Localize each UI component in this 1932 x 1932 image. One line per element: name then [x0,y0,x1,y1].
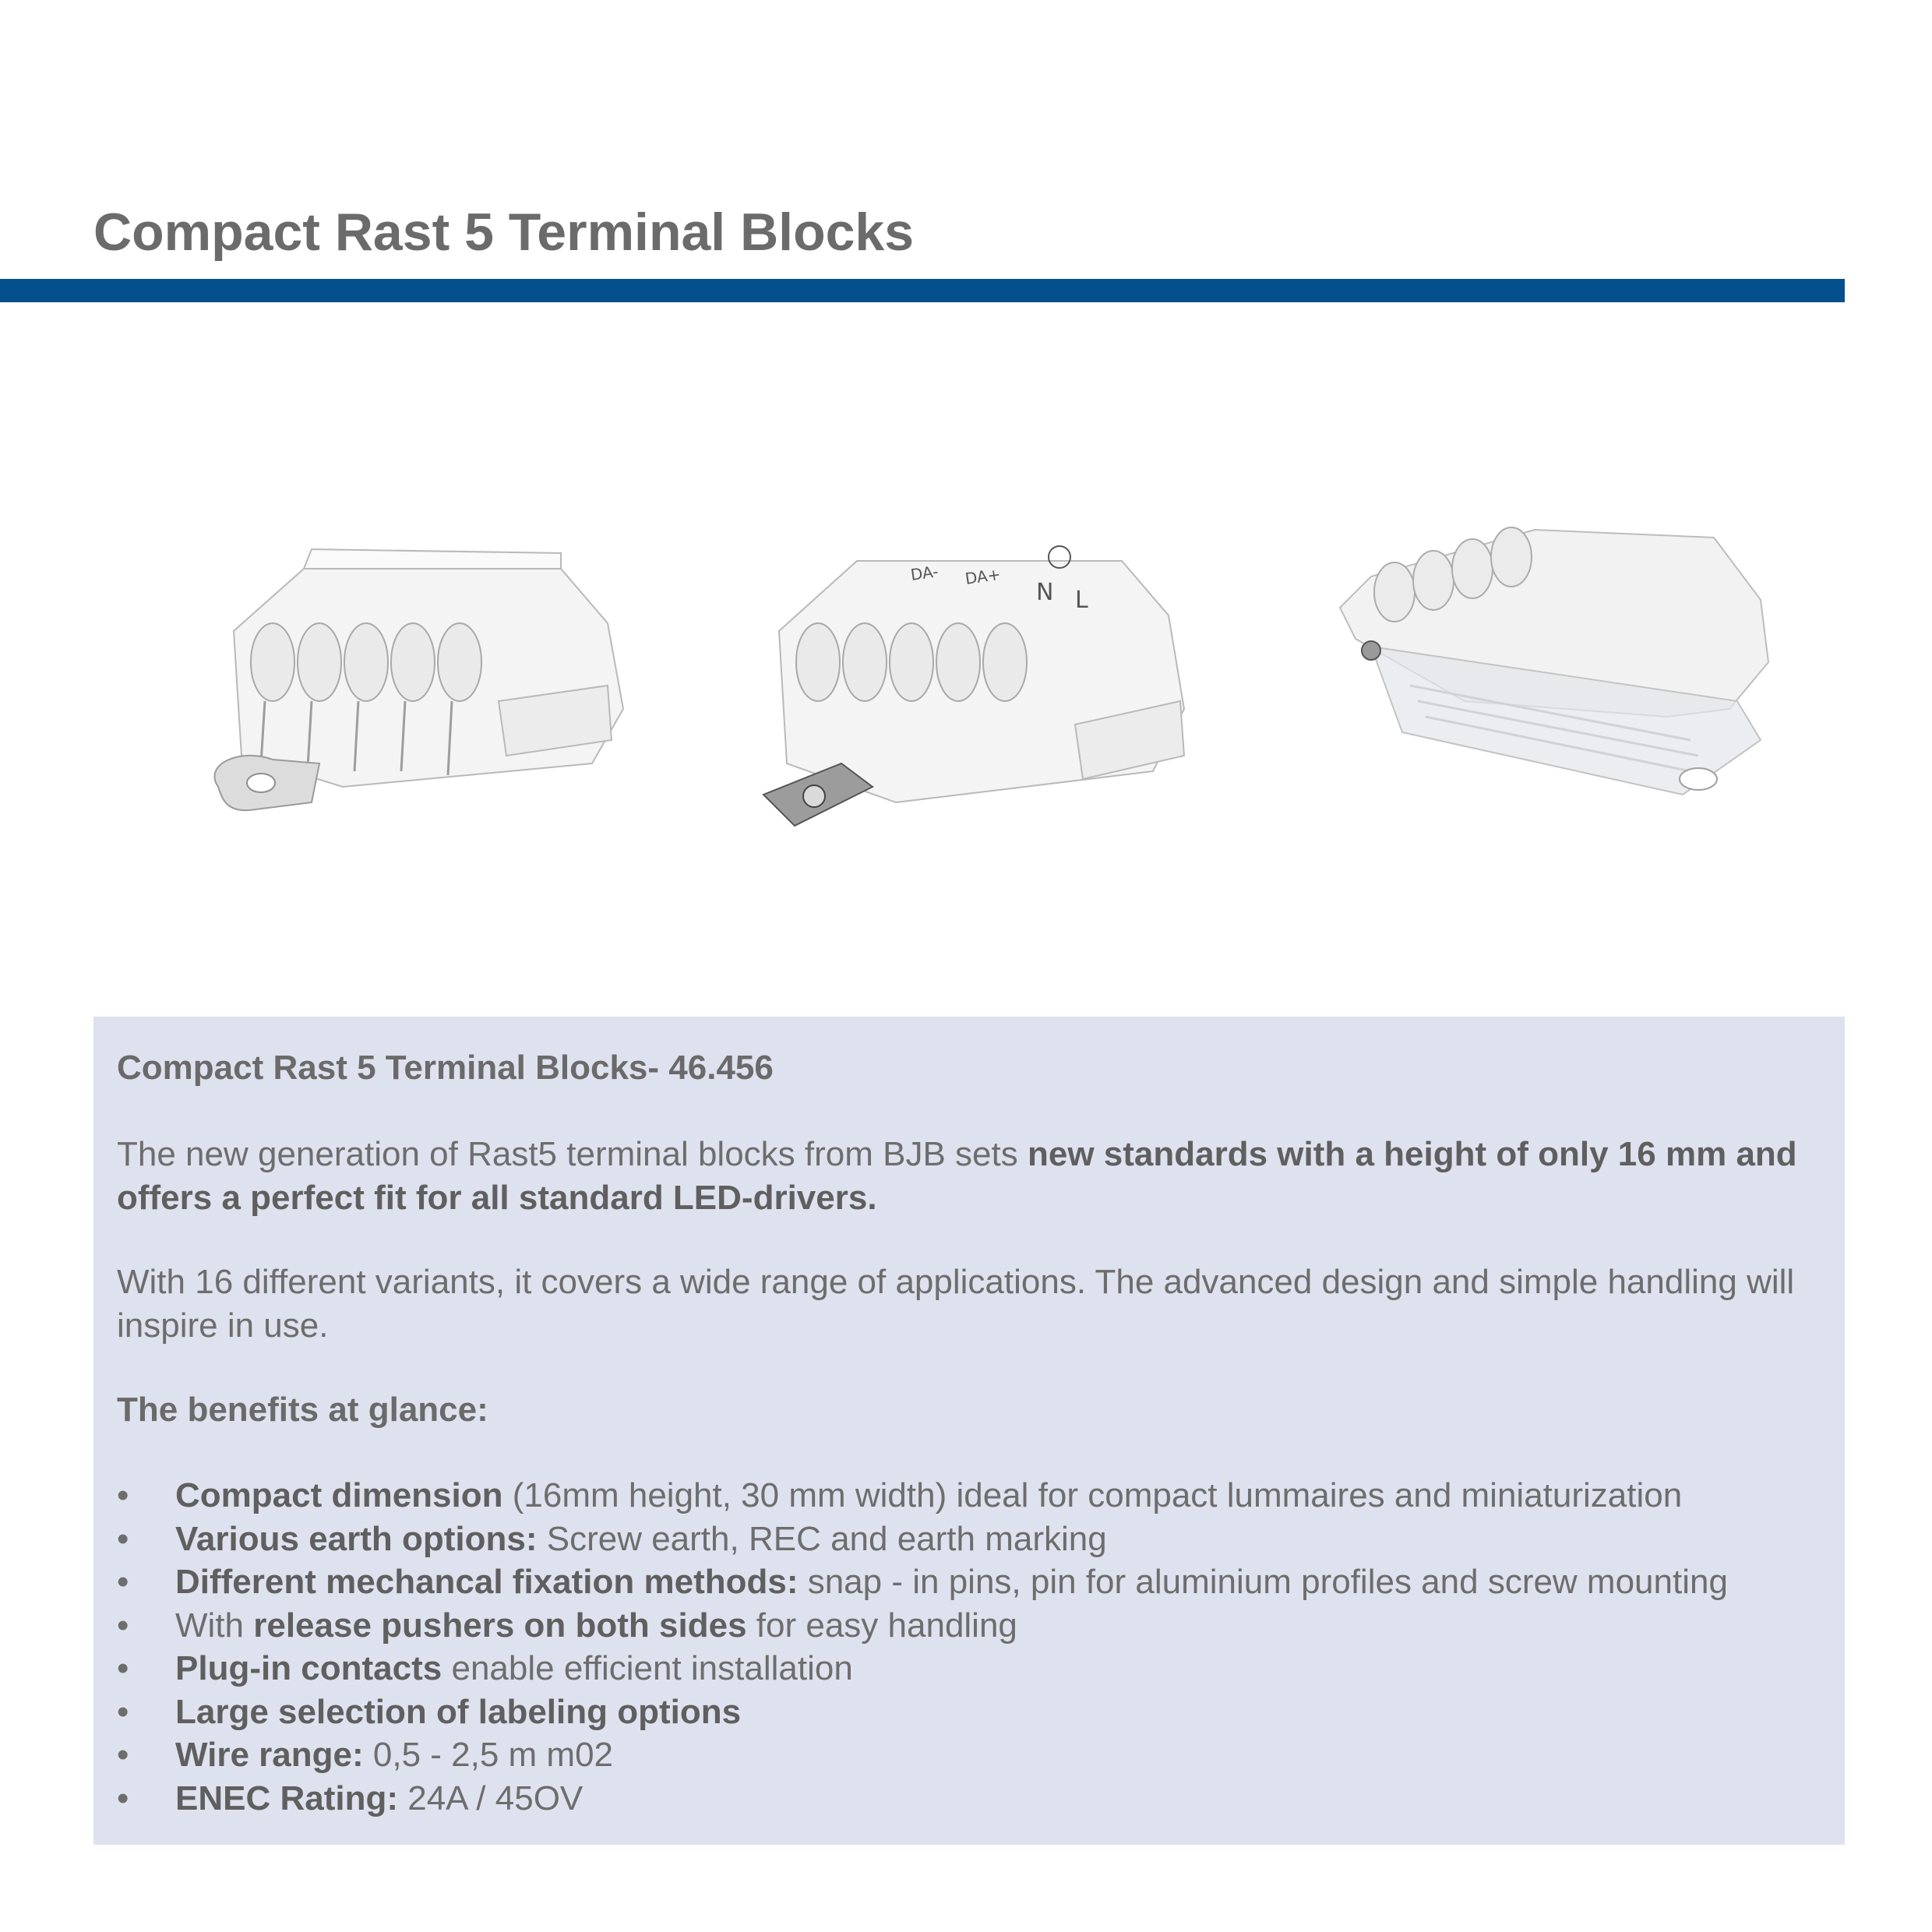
info-panel [93,1017,1845,1845]
bullet-icon: • [117,1563,129,1601]
svg-text:DA+: DA+ [964,564,1002,588]
list-item: • Plug-in contacts enable efficient installation [117,1647,1821,1690]
svg-text:DA-: DA- [909,562,940,584]
bullet-icon: • [117,1649,129,1687]
list-item: • Different mechancal fixation methods: snap - in pins, pin for aluminium profiles and screw mounting [117,1560,1821,1604]
bullet-icon: • [117,1736,129,1774]
bullet-icon: • [117,1606,129,1645]
intro-paragraph [117,1133,1821,1220]
list-item: • Compact dimension (16mm height, 30 mm width) ideal for compact lummaires and miniaturization [117,1474,1821,1518]
terminal-block-labeled-image [748,506,1208,849]
list-item: • Large selection of labeling options [117,1690,1821,1734]
svg-text:N: N [1036,579,1054,606]
panel-heading: Compact Rast 5 Terminal Blocks- 46.456 [117,1049,774,1087]
variants-paragraph: With 16 different variants, it covers a wide range of applications. The advanced design and simple handling will inspire in use. [117,1263,1795,1345]
benefits-list [117,1474,1821,1820]
list-item: • Wire range: 0,5 - 2,5 m m02 [117,1733,1821,1777]
list-item: • With release pushers on both sides for easy handling [117,1604,1821,1648]
svg-text:L: L [1075,587,1088,614]
bullet-icon: • [117,1476,129,1514]
benefits-heading: The benefits at glance: [117,1391,488,1429]
intro-bold-text: new standards with a height of only 16 mm and offers a perfect fit for all standard LED-drivers. [117,1135,1797,1217]
title-rule [0,279,1845,302]
page-title: Compact Rast 5 Terminal Blocks [93,203,915,262]
terminal-block-screw-earth-image [187,506,639,834]
list-item: • ENEC Rating: 24A / 45OV [117,1777,1821,1821]
terminal-block-transparent-image [1324,506,1776,818]
bullet-icon: • [117,1779,129,1817]
bullet-icon: • [117,1692,129,1731]
bullet-icon: • [117,1519,129,1558]
list-item: • Various earth options: Screw earth, REC and earth marking [117,1518,1821,1561]
intro-text: The new generation of Rast5 terminal blocks from BJB sets [117,1135,1028,1173]
